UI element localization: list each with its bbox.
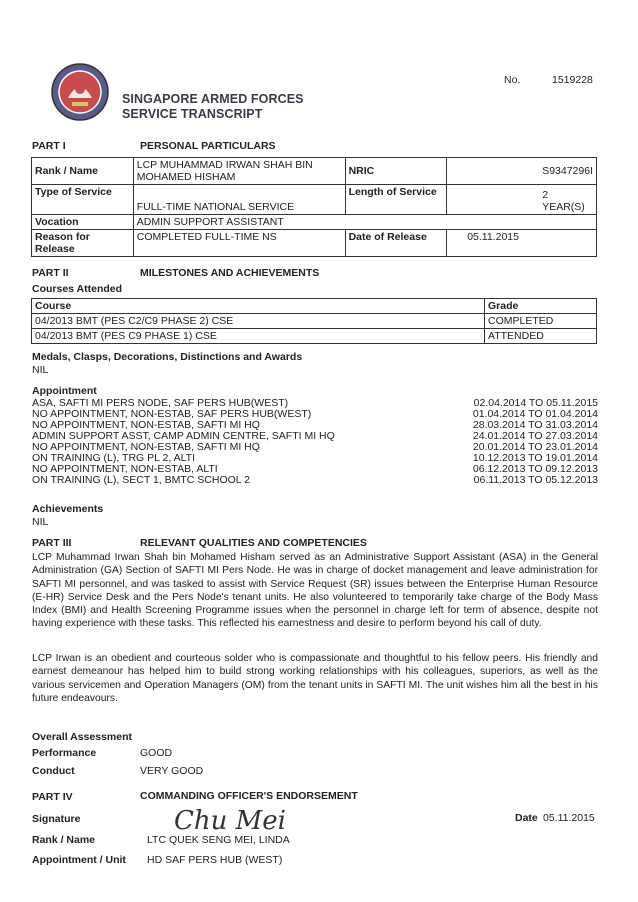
- reason-for-release-label: Reason for Release: [32, 230, 134, 257]
- grade-col-header: Grade: [485, 299, 597, 314]
- appointment-name: ON TRAINING (L), TRG PL 2, ALTI: [32, 452, 195, 464]
- signature-label: Signature: [32, 813, 81, 825]
- org-title: [122, 92, 304, 122]
- appointment-dates: 02.04.2014 TO 05.11.2015: [473, 397, 598, 409]
- appointment-dates: 20.01.2014 TO 23.01.2014: [472, 441, 598, 453]
- assessment-heading: Overall Assessment: [32, 731, 133, 743]
- nric-label: NRIC: [345, 158, 447, 185]
- vocation-label: Vocation: [32, 215, 134, 230]
- table-row: [32, 314, 597, 329]
- reason-for-release-value: COMPLETED FULL-TIME NS: [133, 230, 345, 257]
- date-of-release-value: 05.11.2015: [447, 230, 597, 257]
- appointment-name: NO APPOINTMENT, NON-ESTAB, SAFTI MI HQ: [32, 419, 260, 431]
- appointment-dates: 10.12.2013 TO 19.01.2014: [472, 452, 598, 464]
- conduct-value: VERY GOOD: [140, 765, 204, 777]
- nric-value: S9347296I: [447, 158, 597, 185]
- personal-particulars-table: [31, 157, 597, 257]
- type-of-service-label: Type of Service: [32, 185, 134, 215]
- saf-crest-logo: [50, 62, 110, 122]
- org-line2: SERVICE TRANSCRIPT: [122, 107, 263, 121]
- part1-label: PART I: [32, 140, 66, 152]
- length-of-service-value: 2 YEAR(S): [447, 185, 597, 215]
- doc-no-value: 1519228: [552, 74, 593, 86]
- appointment-dates: 28.03.2014 TO 31.03.2014: [472, 419, 598, 431]
- part2-title: MILESTONES AND ACHIEVEMENTS: [140, 267, 320, 279]
- list-item: [32, 475, 598, 486]
- appointment-name: ON TRAINING (L), SECT 1, BMTC SCHOOL 2: [32, 474, 251, 486]
- table-row: [32, 329, 597, 344]
- part2-label: PART II: [32, 267, 69, 279]
- grade-cell: ATTENDED: [485, 329, 597, 344]
- appointment-dates: 06.12.2013 TO 09.12.2013: [472, 463, 598, 475]
- appointment-name: NO APPOINTMENT, NON-ESTAB, SAFTI MI HQ: [32, 441, 260, 453]
- part4-title: COMMANDING OFFICER'S ENDORSEMENT: [140, 790, 358, 802]
- courses-table: [31, 298, 597, 344]
- courses-heading: Courses Attended: [32, 283, 123, 295]
- course-cell: 04/2013 BMT (PES C9 PHASE 1) CSE: [32, 329, 485, 344]
- achievements-value: NIL: [32, 516, 49, 528]
- appointment-dates: 24.01.2014 TO 27.03.2014: [472, 430, 598, 442]
- medals-heading: Medals, Clasps, Decorations, Distinctions and Awards: [32, 351, 303, 363]
- officer-rank-name-label: Rank / Name: [32, 834, 96, 846]
- date-value: 05.11.2015: [543, 812, 595, 824]
- part3-label: PART III: [32, 537, 72, 549]
- appointment-dates: 01.04.2014 TO 01.04.2014: [472, 408, 598, 420]
- part1-title: PERSONAL PARTICULARS: [140, 140, 276, 152]
- appointment-name: ADMIN SUPPORT ASST, CAMP ADMIN CENTRE, SAFTI MI HQ: [32, 430, 335, 442]
- org-line1: SINGAPORE ARMED FORCES: [122, 92, 304, 106]
- performance-value: GOOD: [140, 747, 173, 759]
- officer-rank-name-value: LTC QUEK SENG MEI, LINDA: [147, 834, 290, 846]
- appointment-dates: 06.11.2013 TO 05.12.2013: [473, 474, 598, 486]
- appointment-name: NO APPOINTMENT, NON-ESTAB, SAF PERS HUB(WEST): [32, 408, 312, 420]
- appointment-name: NO APPOINTMENT, NON-ESTAB, ALTI: [32, 463, 218, 475]
- achievements-heading: Achievements: [32, 503, 104, 515]
- rank-name-value: LCP MUHAMMAD IRWAN SHAH BIN MOHAMED HISHAM: [133, 158, 345, 185]
- rank-name-label: Rank / Name: [32, 158, 134, 185]
- doc-no-label: No.: [504, 74, 521, 86]
- part3-title: RELEVANT QUALITIES AND COMPETENCIES: [140, 537, 367, 549]
- officer-appointment-value: HD SAF PERS HUB (WEST): [147, 854, 283, 866]
- appointment-heading: Appointment: [32, 385, 97, 397]
- medals-value: NIL: [32, 364, 49, 376]
- length-of-service-label: Length of Service: [345, 185, 447, 215]
- course-cell: 04/2013 BMT (PES C2/C9 PHASE 2) CSE: [32, 314, 485, 329]
- performance-label: Performance: [32, 747, 97, 759]
- qualities-paragraph-1: LCP Muhammad Irwan Shah bin Mohamed Hisham served as an Administrative Support Assistant (ASA) in the General Administration (GA) Section of SAFTI MI Pers Node. He was in charge of docket management and leave administration for SAFTI MI personnel, and was tasked to assist with Service Request (SR) issues between the Enterprise Human Resource (E-HR) Service Desk and the Pers Node's tenant units. He also volunteered to temporarily take charge of the Body Mass Index (BMI) and Health Screening Programme issues when the personnel in charge left for term of absence, despite not having experience with these tasks. This reflected his earnestness and desire to perform beyond his call of duty.: [32, 552, 598, 630]
- signature-image: Chu Mei: [174, 806, 286, 836]
- type-of-service-value: FULL-TIME NATIONAL SERVICE: [133, 185, 345, 215]
- date-of-release-label: Date of Release: [345, 230, 447, 257]
- conduct-label: Conduct: [32, 765, 75, 777]
- appointment-name: ASA, SAFTI MI PERS NODE, SAF PERS HUB(WEST): [32, 397, 289, 409]
- part4-label: PART IV: [32, 791, 73, 803]
- officer-appointment-label: Appointment / Unit: [32, 854, 126, 866]
- qualities-paragraph-2: LCP Irwan is an obedient and courteous solder who is compassionate and thoughtful to his fellow peers. His friendly and earnest demeanour has helped him to build strong working relationships with his colleagues, superiors, as well as the various servicemen and Operation Managers (OM) from the tenant units in SAFTI MI. The unit wishes him all the best in his future endeavours.: [32, 653, 598, 704]
- course-col-header: Course: [32, 299, 485, 314]
- vocation-value: ADMIN SUPPORT ASSISTANT: [133, 215, 596, 230]
- date-label: Date: [515, 812, 538, 824]
- grade-cell: COMPLETED: [485, 314, 597, 329]
